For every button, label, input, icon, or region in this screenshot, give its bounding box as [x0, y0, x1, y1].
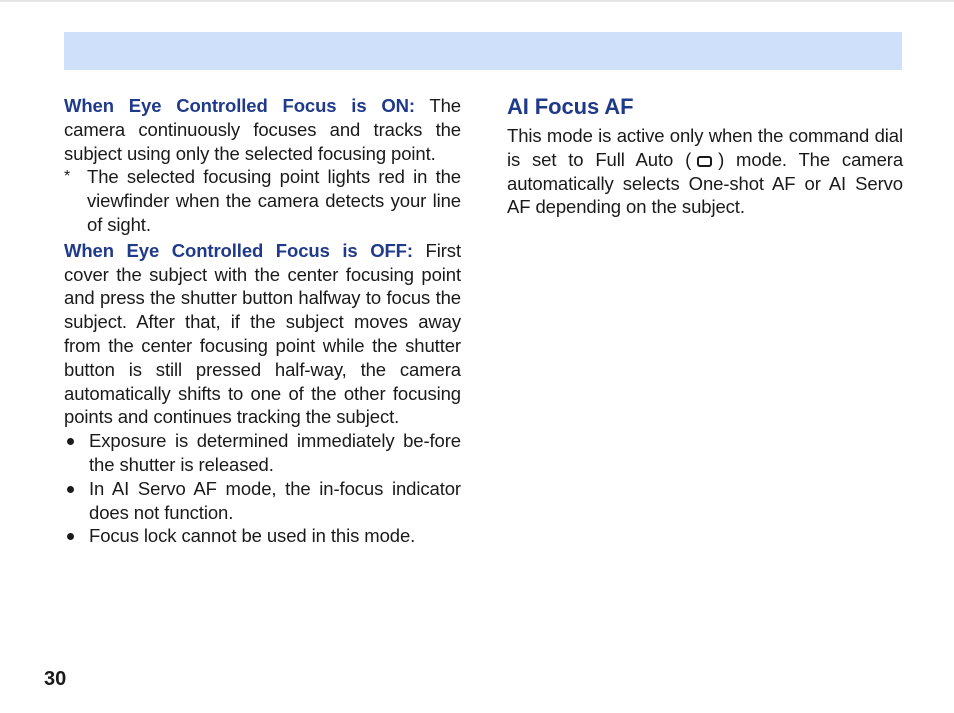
list-item — [64, 429, 461, 477]
right-column — [507, 94, 903, 219]
eye-focus-on-text: The camera continuously focuses and tracks the subject using only the selected focusing point. — [64, 95, 461, 164]
list-item — [64, 524, 461, 548]
section-title: AI Focus AF — [507, 94, 634, 119]
eye-focus-note — [64, 165, 461, 236]
ai-focus-paragraph — [507, 124, 903, 219]
header-band — [64, 32, 902, 70]
asterisk-mark: * — [64, 168, 71, 186]
eye-focus-off-label: When Eye Controlled Focus is OFF: — [64, 239, 413, 261]
top-rule — [0, 0, 954, 2]
page-number: 30 — [44, 668, 67, 690]
eye-focus-note-text: The selected focusing point lights red in the viewfinder when the camera detects your line of sight. — [87, 166, 461, 235]
ai-focus-text-start: This mode is active only when the command dial is set to Full Auto ( — [507, 125, 903, 170]
eye-focus-on-paragraph — [64, 94, 461, 165]
eye-focus-off-text: First cover the subject with the center focusing point and press the shutter button halfway to focus the subject. After that, if the subject moves away from the center focusing point while the shutter button is still pressed half-way, the camera automatically shifts to one of the other focusing points and continues tracking the subject. — [64, 239, 461, 428]
notes-list — [64, 429, 461, 548]
bullet-dot-icon — [67, 533, 74, 540]
list-item — [64, 477, 461, 525]
bullet-dot-icon — [67, 486, 74, 493]
list-item-text: Exposure is determined immediately be-fore the shutter is released. — [89, 430, 461, 475]
eye-focus-on-label: When Eye Controlled Focus is ON: — [64, 95, 415, 116]
list-item-text: Focus lock cannot be used in this mode. — [89, 525, 416, 547]
left-column — [64, 94, 461, 548]
list-item-text: In AI Servo AF mode, the in-focus indicator does not function. — [89, 477, 461, 523]
ai-focus-text-end: ) mode. The camera automatically selects One-shot AF or AI Servo AF depending on the subject. — [507, 148, 904, 218]
eye-focus-off-paragraph — [64, 239, 461, 429]
bullet-dot-icon — [67, 438, 74, 445]
full-auto-mode-icon — [697, 156, 712, 167]
